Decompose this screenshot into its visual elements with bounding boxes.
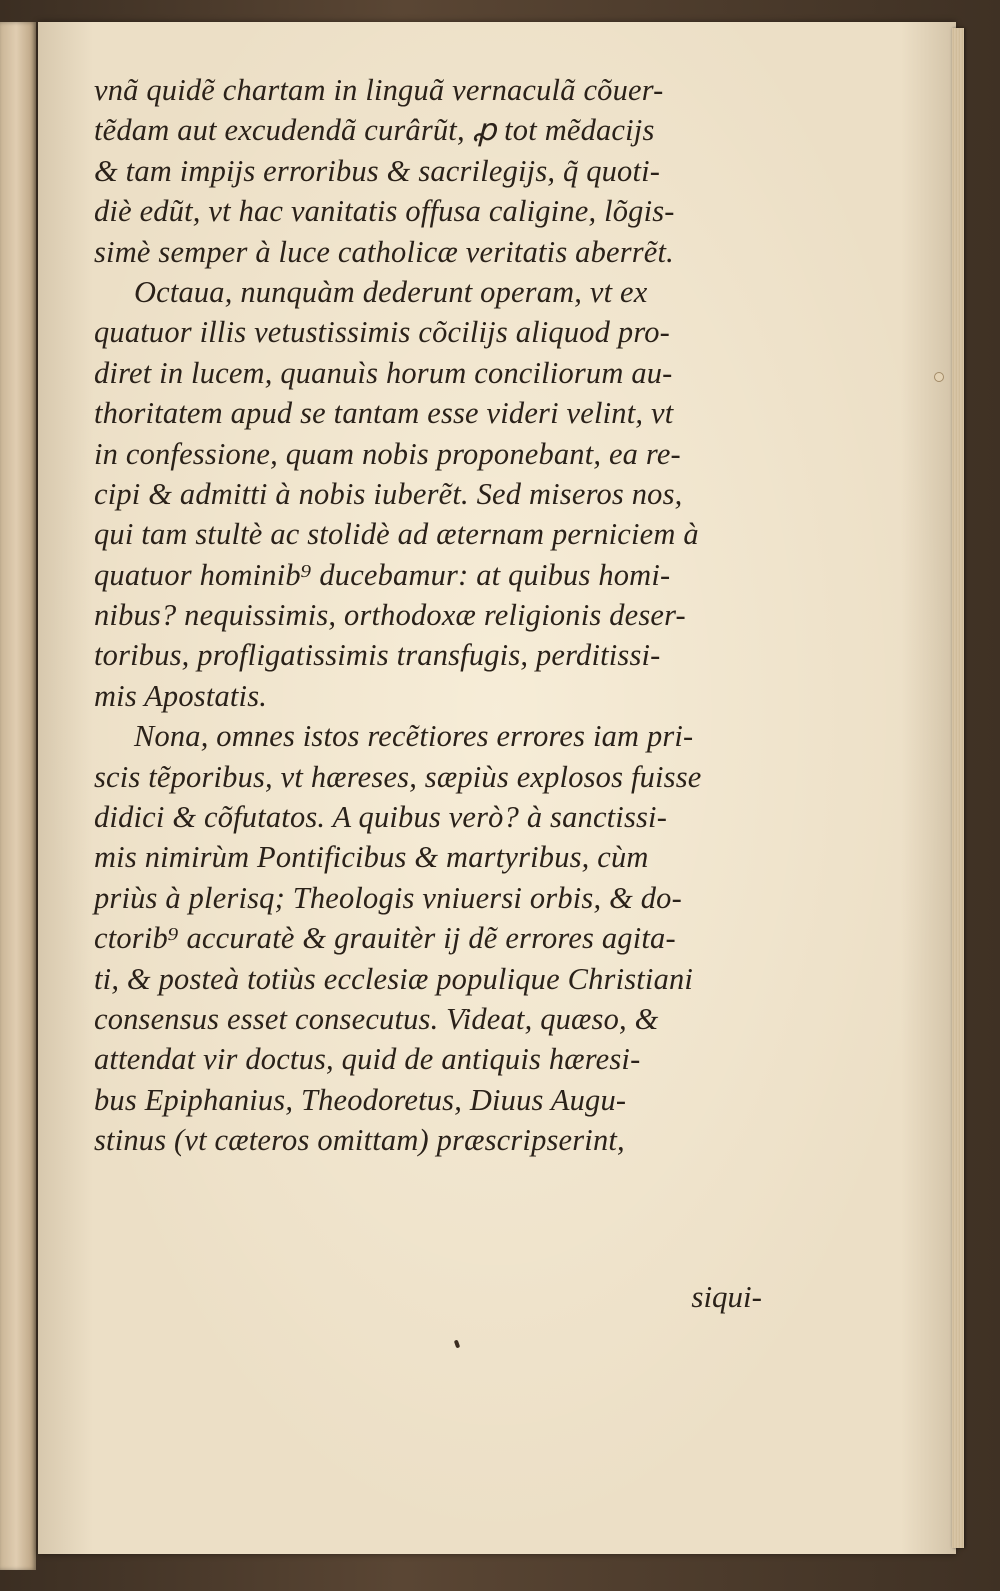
text-line: diret in lucem, quanuìs horum conciliorum au-: [94, 355, 673, 390]
text-line: thoritatem apud se tantam esse videri velint, vt: [94, 396, 674, 431]
text-line: Octaua, nunquàm dederunt operam, vt ex: [134, 274, 648, 309]
text-line: attendat vir doctus, quid de antiquis hæresi-: [94, 1042, 641, 1077]
text-line: qui tam stultè ac stolidè ad æternam perniciem à: [94, 517, 699, 552]
text-line: didici & cõfutatos. A quibus verò? à sanctissi-: [94, 800, 668, 835]
text-line: scis tẽporibus, vt hæreses, sæpiùs explosos fuisse: [94, 759, 702, 794]
text-line: & tam impijs erroribus & sacrilegijs, q̃ quoti-: [94, 153, 661, 188]
text-line: priùs à plerisq; Theologis vniuersi orbis, & do-: [94, 880, 682, 915]
text-line: cipi & admitti à nobis iuberẽt. Sed miseros nos,: [94, 476, 683, 511]
page-stack-edges: [952, 28, 964, 1548]
text-line: in confessione, quam nobis proponebant, ea re-: [94, 436, 681, 471]
text-line: tẽdam aut excudendã curârũt, ꝓ tot mẽdacijs: [94, 113, 655, 148]
text-line: nibus? nequissimis, orthodoxæ religionis deser-: [94, 598, 686, 633]
paper-hole-mark: [934, 372, 944, 382]
catchword: siqui-: [691, 1279, 762, 1314]
text-line: mis nimirùm Pontificibus & martyribus, cùm: [94, 840, 649, 875]
text-line: bus Epiphanius, Theodoretus, Diuus Augu-: [94, 1082, 627, 1117]
text-line: mis Apostatis.: [94, 678, 268, 713]
text-line: quatuor hominib⁹ ducebamur: at quibus homi-: [94, 557, 671, 592]
text-line: ctorib⁹ accuratè & grauitèr ij dẽ errores agita-: [94, 921, 676, 956]
body-text: [94, 70, 774, 1161]
text-line: diè edũt, vt hac vanitatis offusa caligine, lõgis-: [94, 194, 675, 229]
text-line: ti, & posteà totiùs ecclesiæ populique Christiani: [94, 961, 694, 996]
text-line: consensus esset consecutus. Videat, quæso, &: [94, 1001, 659, 1036]
text-line: stinus (vt cæteros omittam) præscripserint,: [94, 1123, 625, 1158]
text-line: vnã quidẽ chartam in linguã vernaculã cõuer-: [94, 73, 664, 107]
text-line: toribus, profligatissimis transfugis, perditissi-: [94, 638, 661, 673]
text-line: quatuor illis vetustissimis cõcilijs aliquod pro-: [94, 315, 670, 350]
facing-page-edge: [0, 22, 36, 1570]
text-line: simè semper à luce catholicæ veritatis aberrẽt.: [94, 234, 674, 269]
text-line: Nona, omnes istos recẽtiores errores iam pri-: [134, 719, 694, 754]
